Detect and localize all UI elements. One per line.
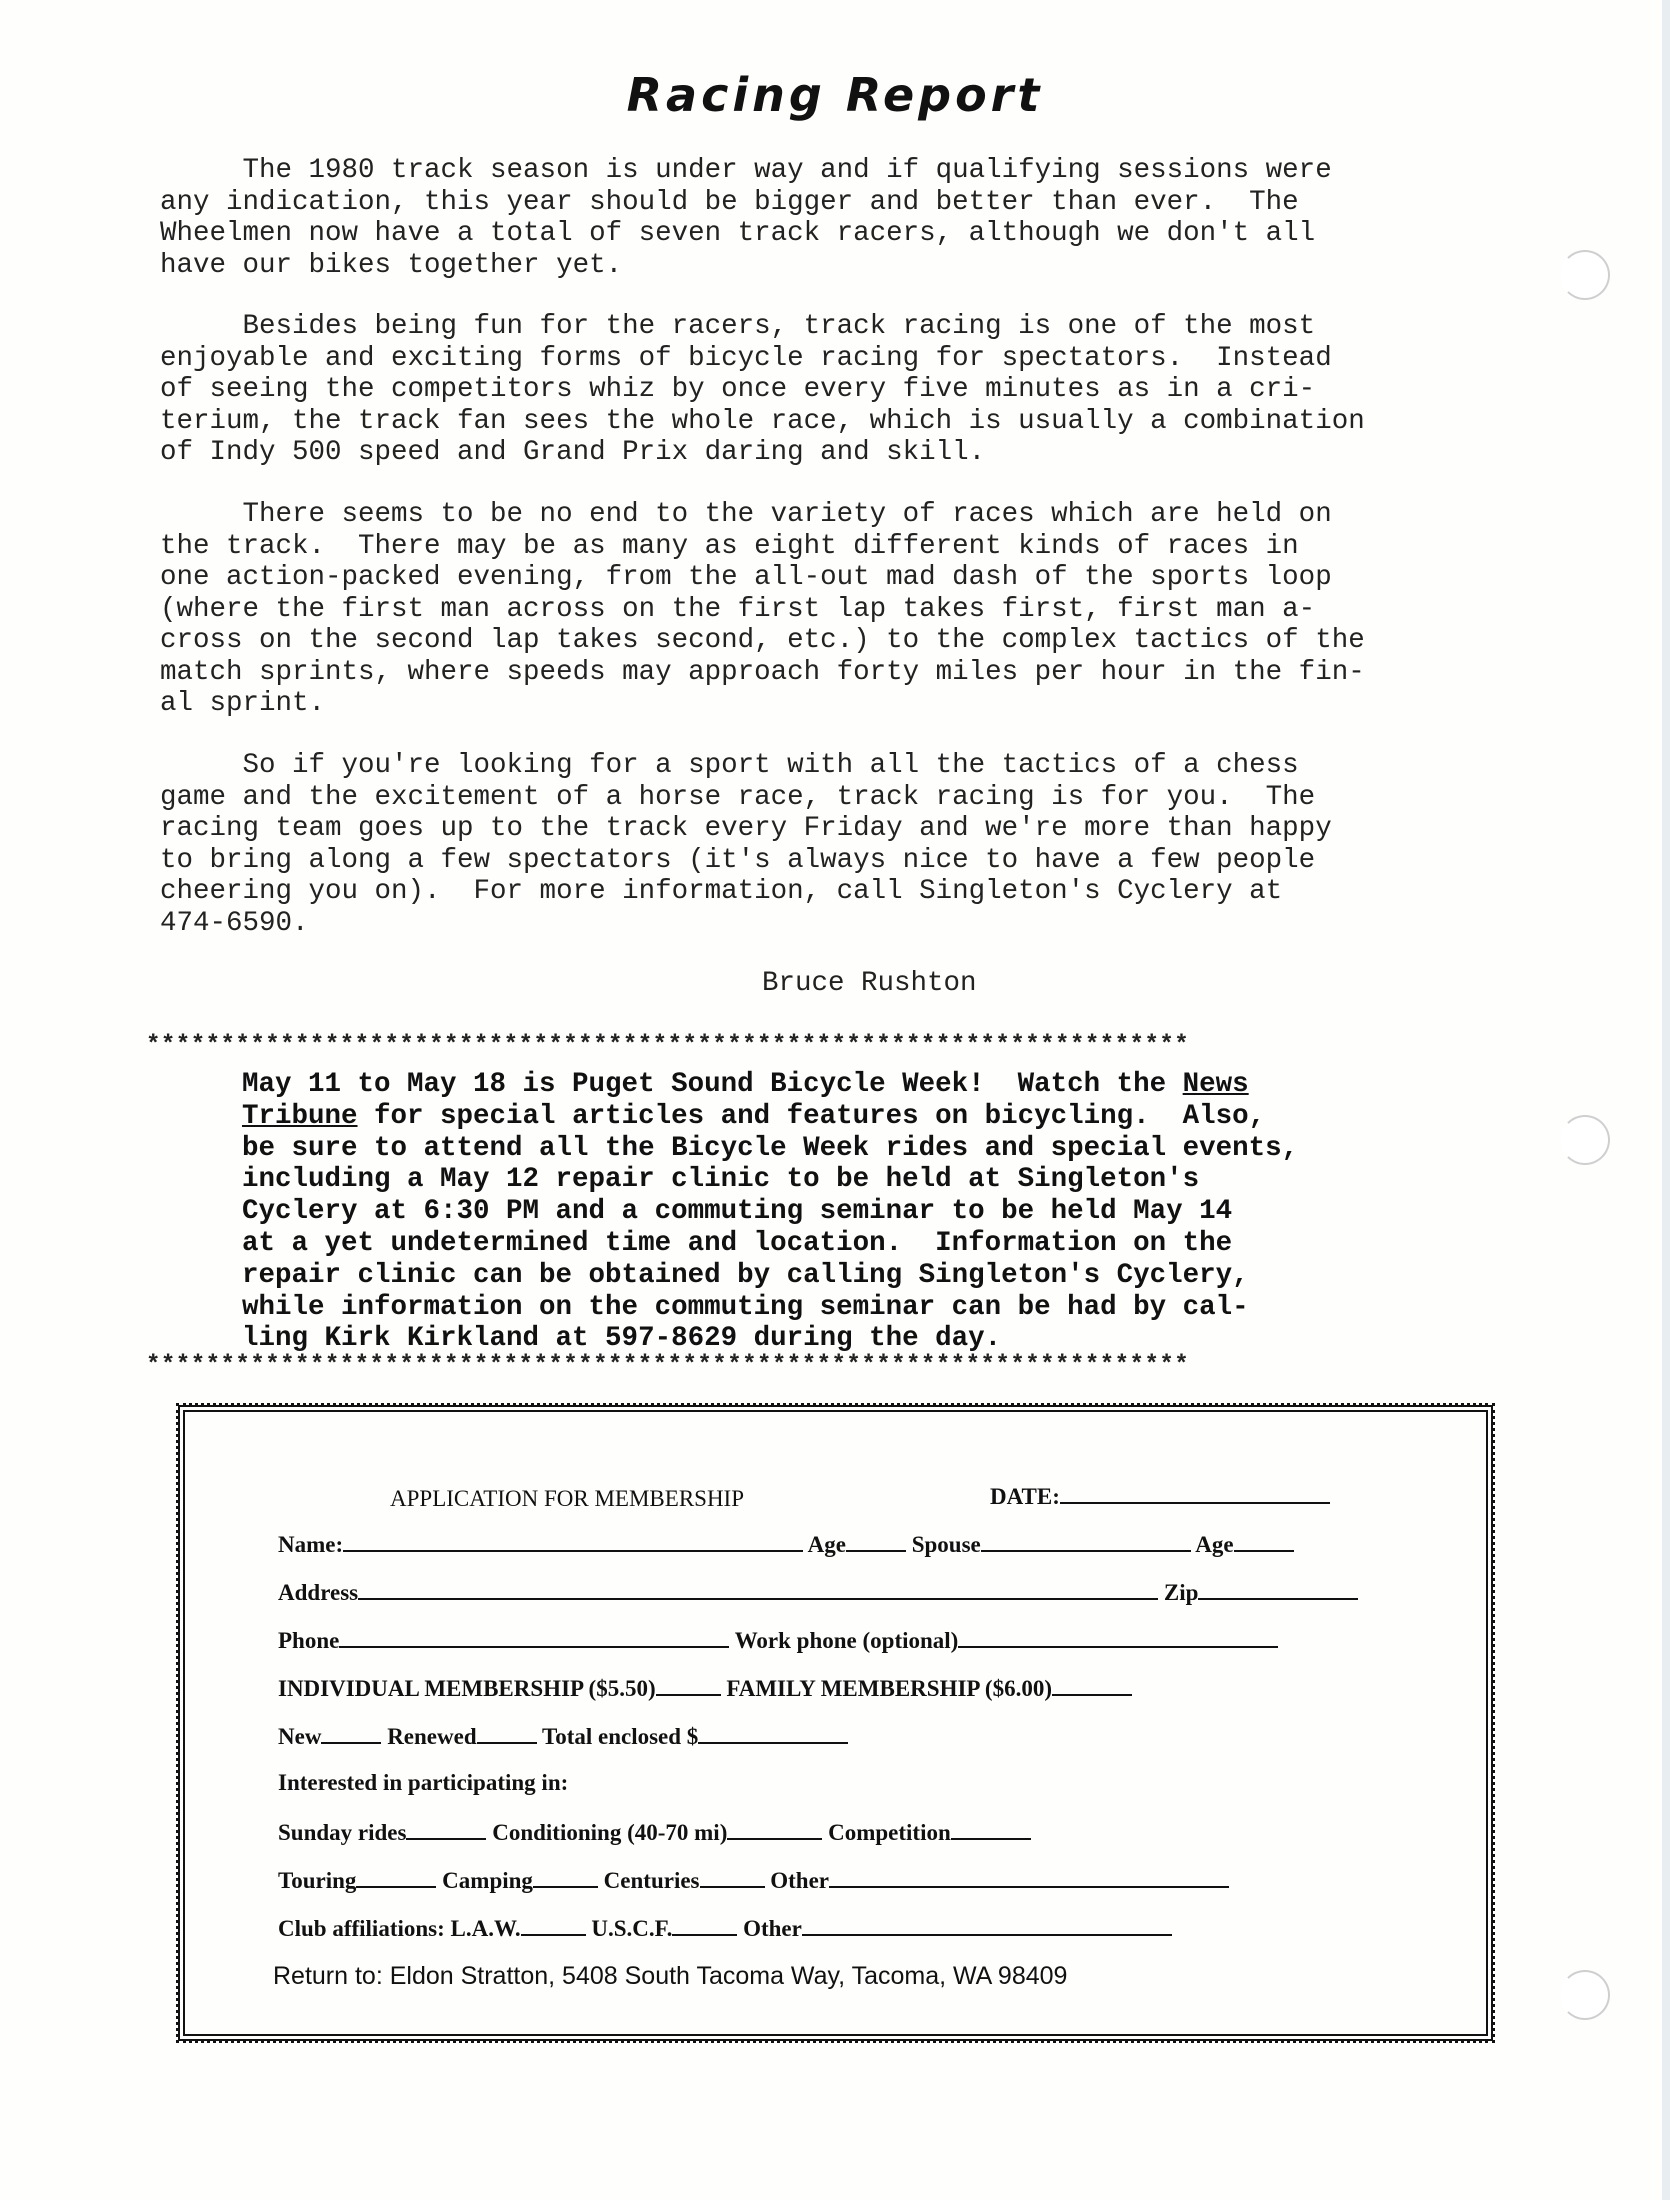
date-label: DATE: (990, 1484, 1060, 1509)
form-row-interests-2 (278, 1866, 1229, 1894)
form-row-name (278, 1530, 1294, 1558)
bleed-through-text (30, 1290, 54, 1372)
date-field[interactable] (1060, 1482, 1330, 1504)
camping-field[interactable] (533, 1866, 598, 1888)
touring-label: Touring (278, 1868, 357, 1893)
article-author: Bruce Rushton (762, 968, 977, 999)
article-paragraph: So if you're looking for a sport with all the tactics of a chess game and the excitement of a horse race, track racing is for you. The racing team goes up to the track every Friday and we're more than happy to bring along a few spectators (it's always nice to have a few people cheering you on). For more information, call Singleton's Cyclery at 474-6590. (160, 750, 1332, 939)
address-label: Address (278, 1580, 359, 1605)
conditioning-field[interactable] (727, 1818, 822, 1840)
club-other-field[interactable] (802, 1914, 1172, 1936)
spouse-age-label: Age (1195, 1532, 1234, 1557)
form-row-return (273, 1962, 1067, 1991)
form-heading: APPLICATION FOR MEMBERSHIP (390, 1486, 745, 1511)
renewed-label: Renewed (387, 1724, 477, 1749)
form-row-date (990, 1482, 1330, 1510)
centuries-label: Centuries (603, 1868, 700, 1893)
phone-label: Phone (278, 1628, 340, 1653)
competition-field[interactable] (951, 1818, 1031, 1840)
centuries-field[interactable] (700, 1866, 765, 1888)
touring-field[interactable] (356, 1866, 436, 1888)
page-title: Racing Report (626, 68, 1044, 122)
work-phone-field[interactable] (958, 1626, 1278, 1648)
article-paragraph: The 1980 track season is under way and if qualifying sessions were any indication, this year should be bigger and better than ever. The Wheelmen now have a total of seven track racers, although we don't all have our bikes together yet. (160, 155, 1332, 281)
new-label: New (278, 1724, 322, 1749)
camping-label: Camping (442, 1868, 533, 1893)
new-field[interactable] (321, 1722, 381, 1744)
form-row-interests-1 (278, 1818, 1031, 1846)
competition-label: Competition (828, 1820, 951, 1845)
conditioning-label: Conditioning (40-70 mi) (492, 1820, 728, 1845)
newspaper-title: News (1182, 1069, 1249, 1100)
other-interest-label: Other (770, 1868, 830, 1893)
form-row-clubs (278, 1914, 1172, 1942)
page-edge (1662, 0, 1670, 2200)
age-label: Age (807, 1532, 846, 1557)
zip-field[interactable] (1198, 1578, 1358, 1600)
punch-hole (1560, 250, 1610, 300)
form-row-renewal (278, 1722, 848, 1750)
form-row-address (278, 1578, 1358, 1606)
notice-text: May 11 to May 18 is Puget Sound Bicycle Week! Watch the (242, 1069, 1183, 1100)
form-row-interest-heading (278, 1770, 568, 1796)
article-paragraph: Besides being fun for the racers, track racing is one of the most enjoyable and exciting forms of bicycle racing for spectators. Instead of seeing the competitors whiz by once every five minutes as in a cri- terium, the track fan sees the whole race, which is usually a combination of Indy 500 speed and Grand Prix daring and skill. (160, 311, 1365, 468)
sunday-rides-field[interactable] (406, 1818, 486, 1840)
club-uscf-label: U.S.C.F. (591, 1916, 673, 1941)
spouse-label: Spouse (911, 1532, 981, 1557)
spouse-field[interactable] (981, 1530, 1191, 1552)
club-other-label: Other (743, 1916, 802, 1941)
club-law-field[interactable] (521, 1914, 586, 1936)
individual-membership-label: INDIVIDUAL MEMBERSHIP ($5.50) (278, 1676, 656, 1701)
star-separator: ********************************************************************** (146, 1352, 1190, 1379)
name-label: Name: (278, 1532, 344, 1557)
family-membership-field[interactable] (1052, 1674, 1132, 1696)
club-law-label: Club affiliations: L.A.W. (278, 1916, 521, 1941)
form-row-membership-type (278, 1674, 1132, 1702)
form-row-phone (278, 1626, 1278, 1654)
total-enclosed-field[interactable] (698, 1722, 848, 1744)
phone-field[interactable] (339, 1626, 729, 1648)
club-uscf-field[interactable] (672, 1914, 737, 1936)
notice-text: for special articles and features on bicycling. Also, (357, 1100, 1266, 1132)
star-separator: ********************************************************************** (146, 1032, 1190, 1059)
family-membership-label: FAMILY MEMBERSHIP ($6.00) (726, 1676, 1053, 1701)
punch-hole (1560, 1970, 1610, 2020)
age-field[interactable] (846, 1530, 906, 1552)
zip-label: Zip (1163, 1580, 1199, 1605)
notice-text: be sure to attend all the Bicycle Week rides and special events, including a May 12 repair clinic to be held at Singleton's Cyclery at 6:30 PM and a commuting seminar to be held May 14 at a yet undetermined time and location. Information on the repair clinic can be obtained by calling Singleton's Cyclery, while information on the commuting seminar can be had by cal- ling Kirk Kirkland at 597-8629 during the day. (242, 1132, 1299, 1355)
name-field[interactable] (343, 1530, 803, 1552)
other-interest-field[interactable] (829, 1866, 1229, 1888)
interest-label: Interested in participating in: (278, 1770, 569, 1795)
return-address: Return to: Eldon Stratton, 5408 South Tacoma Way, Tacoma, WA 98409 (273, 1962, 1068, 1990)
article-paragraph: There seems to be no end to the variety of races which are held on the track. There may be as many as eight different kinds of races in one action-packed evening, from the all-out mad dash of the sports loop (where the first man across on the first lap takes first, first man a- cross on the second lap takes second, etc.) to the complex tactics of the match sprints, where speeds may approach forty miles per hour in the fin- al sprint. (160, 499, 1365, 719)
address-field[interactable] (358, 1578, 1158, 1600)
work-phone-label: Work phone (optional) (734, 1628, 959, 1653)
renewed-field[interactable] (477, 1722, 537, 1744)
total-enclosed-label: Total enclosed $ (541, 1724, 699, 1749)
individual-membership-field[interactable] (656, 1674, 721, 1696)
spouse-age-field[interactable] (1234, 1530, 1294, 1552)
newspaper-title: Tribune (242, 1100, 358, 1132)
bicycle-week-notice (242, 1069, 1442, 1355)
punch-hole (1560, 1115, 1610, 1165)
sunday-rides-label: Sunday rides (278, 1820, 407, 1845)
form-row-heading (390, 1486, 744, 1512)
